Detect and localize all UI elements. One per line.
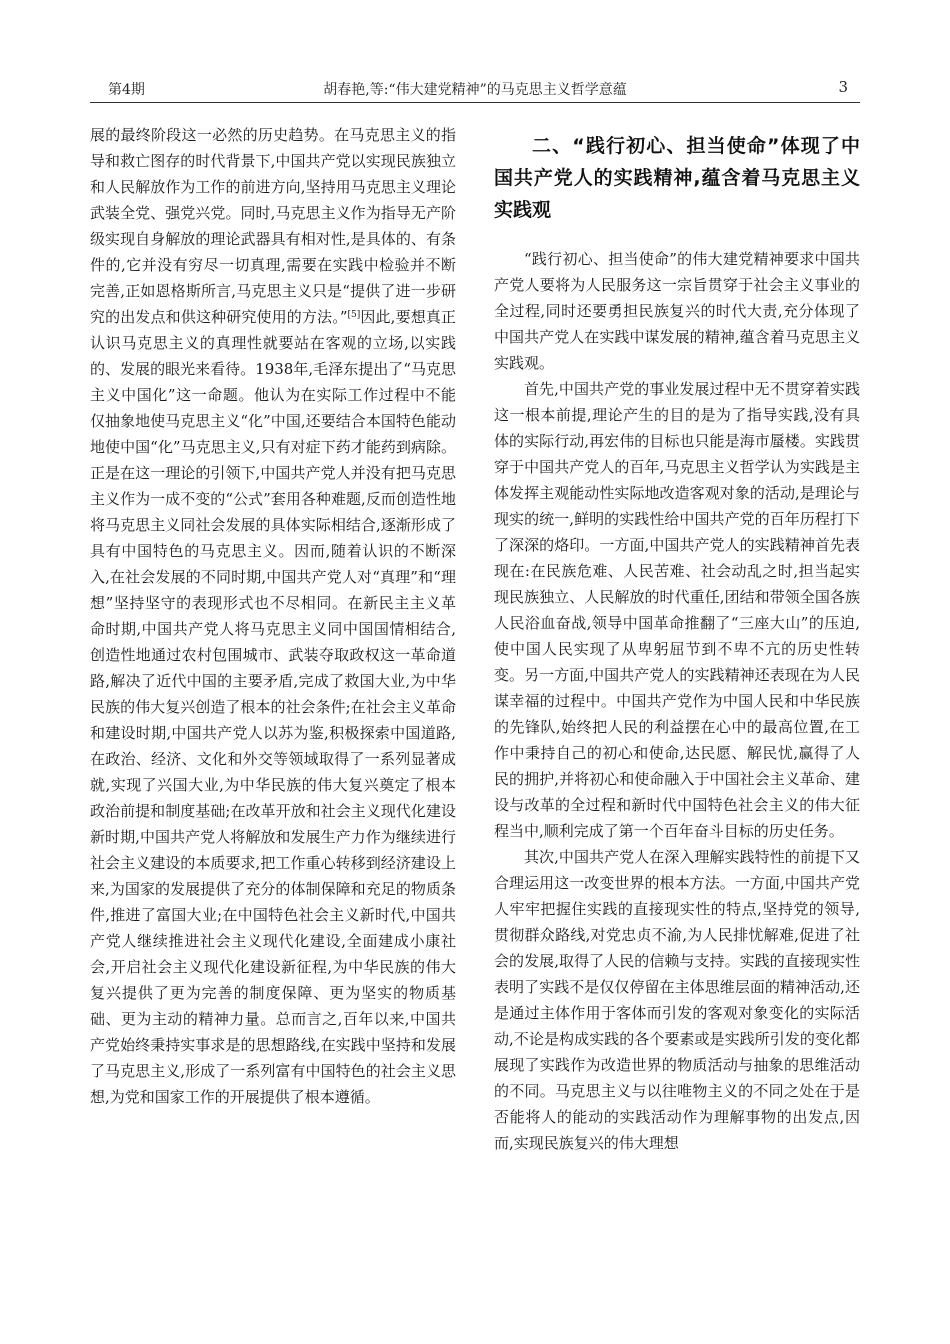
section-heading [494, 130, 860, 226]
running-header [90, 76, 860, 103]
citation-marker: [5] [347, 310, 361, 320]
paragraph-text: 因此,要想真正认识马克思主义的真理性就要站在客观的立场,以实践的、发展的眼光来看待。1938年,毛泽东提出了“马克思主义中国化”这一命题。他认为在实际工作过程中不能仅抽象地使马克思主义“化”中国,还要结合本国特色能动地使中国“化”马克思主义,只有对症下药才能药到病除。正是在这一理论的引领下,中国共产党人并没有把马克思主义作为一成不变的“公式”套用各种难题,反而创造性地将马克思主义同社会发展的具体实际相结合,逐渐形成了具有中国特色的马克思主义。因而,随着认识的不断深入,在社会发展的不同时期,中国共产党人对“真理”和“理想”坚持坚守的表现形式也不尽相同。在新民主主义革命时期,中国共产党人将马克思主义同中国国情相结合,创造性地通过农村包围城市、武装夺取政权这一革命道路,解决了近代中国的主要矛盾,完成了救国大业,为中华民族的伟大复兴创造了根本的社会条件;在社会主义革命和建设时期,中国共产党人以苏为鉴,积极探索中国道路,在政治、经济、文化和外交等领域取得了一系列显著成就,实现了兴国大业,为中华民族的伟大复兴奠定了根本政治前提和制度基础;在改革开放和社会主义现代化建设新时期,中国共产党人将解放和发展生产力作为继续进行社会主义建设的本质要求,把工作重心转移到经济建设上来,为国家的发展提供了充分的体制保障和充足的物质条件,推进了富国大业;在中国特色社会主义新时代,中国共产党人继续推进社会主义现代化建设,全面建成小康社会,开启社会主义现代化建设新征程,为中华民族的伟大复兴提供了更为完善的制度保障、更为坚实的物质基础、更为主动的精神力量。总而言之,百年以来,中国共产党始终秉持实事求是的思想路线,在实践中坚持和发展了马克思主义,形成了一系列富有中国特色的社会主义思想,为党和国家工作的开展提供了根本遵循。 [90, 308, 456, 1106]
issue-number: 第4期 [108, 82, 145, 98]
paragraph-text: 展的最终阶段这一必然的历史趋势。在马克思主义的指导和救亡图存的时代背景下,中国共产党以实现民族独立和人民解放作为工作的前进方向,坚持用马克思主义理论武装全党、强党兴党。同时,马克思主义作为指导无产阶级实现自身解放的理论武器具有相对性,是具体的、有条件的,它并没有穷尽一切真理,需要在实践中检验并不断完善,正如恩格斯所言,马克思主义只是“提供了进一步研究的出发点和供这种研究使用的方法。” [90, 126, 456, 326]
running-title: 胡春艳,等:“伟大建党精神”的马克思主义哲学意蕴 [323, 82, 627, 98]
paragraph-second: 其次,中国共产党人在深入理解实践特性的前提下又合理运用这一改变世界的根本方法。一方面,中国共产党人牢牢把握住实践的直接现实性的特点,坚持党的领导,贯彻群众路线,对党忠贞不渝,为人民排忧解难,促进了社会的发展,取得了人民的信赖与支持。实践的直接现实性表明了实践不是仅仅停留在主体思维层面的精神活动,还是通过主体作用于客体而引发的客观对象变化的实际活动,不论是构成实践的各个要素或是实践所引发的变化都展现了实践作为改造世界的物质活动与抽象的思维活动的不同。马克思主义与以往唯物主义的不同之处在于是否能将人的能动的实践活动作为理解事物的出发点,因而,实现民族复兴的伟大理想 [494, 848, 860, 1152]
section-heading-line1: 二、“践行初心、担当使命”体 [532, 135, 801, 157]
right-column [494, 122, 860, 1156]
paragraph-first: 首先,中国共产党的事业发展过程中无不贯穿着实践这一根本前提,理论产生的目的是为了指导实践,没有具体的实际行动,再宏伟的目标也只能是海市蜃楼。实践贯穿于中国共产党人的百年,马克思主义哲学认为实践是主体发挥主观能动性实际地改造客观对象的活动,是理论与现实的统一,鲜明的实践性给中国共产党的百年历程打下了深深的烙印。一方面,中国共产党人的实践精神首先表现在:在民族危难、人民苦难、社会动乱之时,担当起实现民族独立、人民解放的时代重任,团结和带领全国各族人民浴血奋战,领导中国革命推翻了“三座大山”的压迫,使中国人民实现了从卑躬屈节到不卑不亢的历史性转变。另一方面,中国共产党人的实践精神还表现在为人民谋幸福的过程中。中国共产党作为中国人民和中华民族的先锋队,始终把人民的利益摆在心中的最高位置,在工作中秉持自己的初心和使命,达民愿、解民忧,赢得了人民的拥护,并将初心和使命融入于中国社会主义革命、建设与改革的全过程和新时代中国特色社会主义的伟大征程当中,顺利完成了第一个百年奋斗目标的历史任务。 [494, 380, 860, 840]
paragraph-intro: “践行初心、担当使命”的伟大建党精神要求中国共产党人要将为人民服务这一宗旨贯穿于社会主义事业的全过程,同时还要勇担民族复兴的时代大责,充分体现了中国共产党人在实践中谋发展的精神,蕴含着马克思主义实践观。 [494, 250, 860, 372]
page-number: 3 [838, 78, 848, 96]
section-heading-rest: 现了中国共产党人的实践精神,蕴含着马克思主义实践观 [494, 135, 860, 221]
left-column [90, 122, 456, 1110]
paragraph-continued [90, 122, 456, 1110]
